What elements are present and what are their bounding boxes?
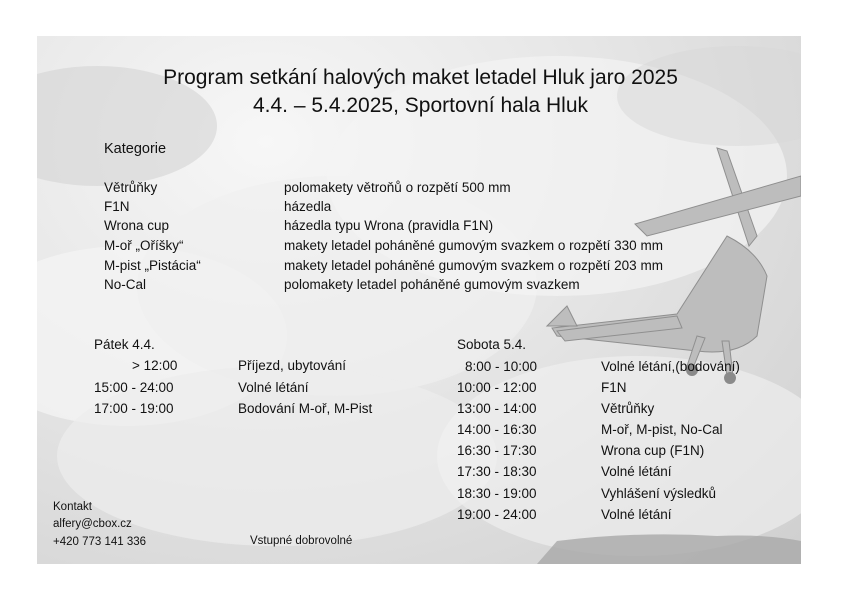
category-description: házedla typu Wrona (pravidla F1N): [284, 218, 494, 233]
category-description: makety letadel poháněné gumovým svazkem o rozpětí 203 mm: [284, 258, 663, 273]
schedule-time: 17:00 - 19:00: [94, 401, 174, 416]
schedule-time: 16:30 - 17:30: [457, 443, 537, 458]
category-description: makety letadel poháněné gumovým svazkem o rozpětí 330 mm: [284, 238, 663, 253]
schedule-event: Větrůňky: [601, 401, 655, 416]
category-description: házedla: [284, 199, 332, 214]
schedule-time: 15:00 - 24:00: [94, 380, 174, 395]
schedule-event: Příjezd, ubytování: [238, 358, 347, 373]
schedule-time: 19:00 - 24:00: [457, 507, 537, 522]
categories-heading: Kategorie: [104, 141, 167, 157]
contact-label: Kontakt: [53, 501, 92, 513]
category-name: F1N: [104, 199, 130, 214]
contact-email[interactable]: alfery@cbox.cz: [53, 518, 132, 530]
category-name: M-pist „Pistácia“: [104, 258, 201, 273]
schedule-time: 17:30 - 18:30: [457, 464, 537, 479]
schedule-event: F1N: [601, 380, 627, 395]
page-subtitle: 4.4. – 5.4.2025, Sportovní hala Hluk: [252, 94, 589, 117]
schedule-event: Volné létání: [601, 507, 672, 522]
category-name: Větrůňky: [104, 180, 158, 195]
schedule-time: 18:30 - 19:00: [457, 486, 537, 501]
schedule-time: 8:00 - 10:00: [465, 359, 538, 374]
schedule-event: Bodování M-oř, M-Pist: [238, 401, 373, 416]
schedule-time: > 12:00: [132, 358, 178, 373]
schedule-event: Wrona cup (F1N): [601, 443, 705, 458]
category-description: polomakety větroňů o rozpětí 500 mm: [284, 180, 511, 195]
schedule-event: Vyhlášení výsledků: [601, 486, 717, 501]
schedule-time: 10:00 - 12:00: [457, 380, 537, 395]
schedule-time: 13:00 - 14:00: [457, 401, 537, 416]
schedule-event: M-oř, M-pist, No-Cal: [601, 422, 723, 437]
category-name: Wrona cup: [104, 218, 170, 233]
contact-phone[interactable]: +420 773 141 336: [53, 536, 147, 548]
schedule-event: Volné létání: [238, 380, 309, 395]
schedule-event: Volné létání: [601, 464, 672, 479]
entry-note: Vstupné dobrovolné: [250, 535, 353, 547]
schedule-time: 14:00 - 16:30: [457, 422, 537, 437]
schedule-event: Volné létání,(bodování): [601, 359, 740, 374]
category-description: polomakety letadel poháněné gumovým svazkem: [284, 277, 580, 292]
saturday-heading: Sobota 5.4.: [457, 337, 527, 352]
category-name: No-Cal: [104, 277, 147, 292]
friday-heading: Pátek 4.4.: [94, 337, 155, 352]
category-name: M-oř „Oříšky“: [104, 238, 184, 253]
page-title: Program setkání halových maket letadel Hluk jaro 2025: [163, 66, 678, 89]
